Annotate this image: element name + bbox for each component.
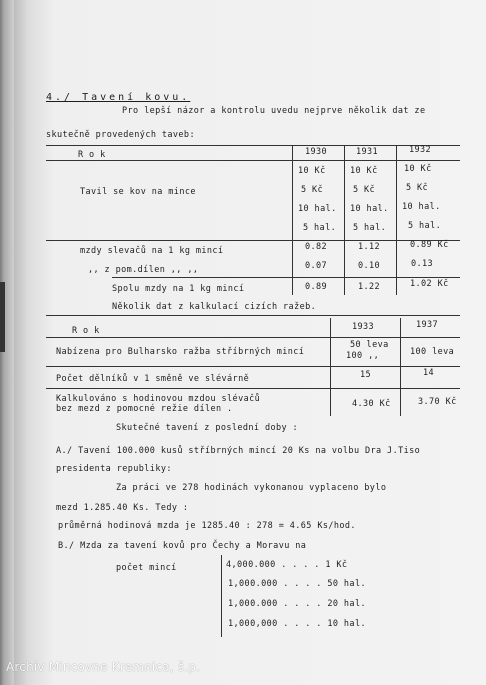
table-1-cell: 5 Kč — [301, 185, 324, 195]
table-2-row-label: Kalkulováno s hodinovou mzdou slévačů — [56, 394, 261, 404]
table-1-cell: 5 hal. — [353, 223, 387, 233]
table-2-cell: 100 ,, — [346, 351, 380, 361]
coin-count-dots: . . . . — [283, 619, 322, 629]
table-2-header-rule — [46, 337, 460, 338]
table-1-year: 1930 — [305, 147, 328, 157]
table-2-row-label-2: bez mezd z pomocné režie dílen . — [56, 404, 233, 414]
table-2-cell: 15 — [360, 370, 372, 380]
table-1-row-label: Tavil se kov na mince — [80, 187, 196, 197]
table-1-wages-rule — [46, 240, 460, 241]
coin-count-row — [228, 579, 366, 589]
table-1-cell: 1.12 — [358, 242, 381, 252]
coin-count-dots: . . . . — [283, 579, 322, 589]
table-1-total-rule — [112, 277, 460, 278]
coin-denomination: 1 Kč — [325, 560, 348, 570]
coin-denomination: 20 hal. — [327, 599, 366, 609]
table-1-year: 1931 — [356, 147, 379, 157]
coin-count-divider — [221, 555, 222, 637]
table-2-top-rule — [46, 315, 460, 316]
table-2-row-label: Počet dělníků v 1 směně ve slévárně — [56, 374, 250, 384]
table-1-cell: 5 Kč — [406, 183, 429, 193]
table-1-cell: 0.82 — [305, 242, 328, 252]
table-2-cell: 50 leva — [350, 340, 389, 350]
coin-count-dots: . . . . — [283, 599, 322, 609]
table-2-cell: 100 leva — [410, 347, 455, 357]
table-1-col-divider-2 — [344, 145, 345, 295]
binder-mark — [0, 282, 5, 352]
table-1-cell: 0.89 Kč — [410, 240, 449, 250]
table-1-aux-label: ,, z pom.dílen ,, ,, — [88, 265, 199, 275]
table-1-cell: 0.07 — [305, 261, 328, 271]
table-2-cell: 3.70 Kč — [418, 397, 457, 407]
coin-count-value: 1,000.000 — [228, 579, 278, 589]
table-1-cell: 1.02 Kč — [410, 279, 449, 289]
table-1-cell: 10 hal. — [298, 204, 337, 214]
table-1-cell: 1.22 — [358, 282, 381, 292]
table-1-cell: 10 Kč — [298, 166, 326, 176]
table-2-col-label: R o k — [72, 326, 100, 336]
archive-watermark: Archív Mincovne Kremnica, š.p. — [6, 660, 201, 674]
coin-count-row — [226, 560, 347, 570]
table-1-cell: 5 hal. — [303, 223, 337, 233]
table-1-col-label: R o k — [78, 150, 106, 160]
section-a-line-5: průměrná hodinová mzda je 1285.40 : 278 = 4.65 Ks/hod. — [58, 521, 356, 531]
coin-count-value: 4,000.000 — [226, 560, 276, 570]
coin-count-value: 1,000,000 — [228, 619, 278, 629]
coin-count-label: počet mincí — [116, 563, 177, 573]
section-a-line-2: presidenta republiky: — [56, 464, 172, 474]
table-1-cell: 0.89 — [305, 282, 328, 292]
table-2-row-label: Nabízena pro Bulharsko ražba stříbrných mincí — [56, 347, 305, 357]
coin-count-dots: . . . . — [281, 560, 320, 570]
table-1-cell: 10 hal. — [402, 202, 441, 212]
table-1-cell: 5 Kč — [353, 185, 376, 195]
section-a-line-1: A./ Tavení 100.000 kusů stříbrných mincí 20 Ks na volbu Dra J.Tiso — [56, 446, 421, 456]
table-1-year: 1932 — [409, 145, 432, 155]
table-1-col-divider-3 — [396, 145, 397, 295]
coin-count-row — [228, 619, 366, 629]
section-heading: 4./ Tavení kovu. — [46, 92, 191, 103]
table-1-cell: 0.13 — [411, 259, 434, 269]
table-2-row-rule — [46, 388, 460, 389]
table-1-wages-label: mzdy slevačů na 1 kg mincí — [80, 246, 224, 256]
foreign-intro: Několik dat z kalkulací cizích ražeb. — [112, 302, 317, 312]
table-1-cell: 5 hal. — [408, 221, 442, 231]
table-1-top-rule — [46, 145, 460, 146]
table-1-cell: 10 hal. — [350, 204, 389, 214]
table-2-cell: 4.30 Kč — [352, 399, 391, 409]
coin-count-value: 1,000.000 — [228, 599, 278, 609]
table-2-cell: 14 — [423, 368, 435, 378]
table-2-col-divider-2 — [400, 318, 401, 416]
table-1-total-label: Spolu mzdy na 1 kg mincí — [112, 284, 245, 294]
table-1-cell: 10 Kč — [404, 164, 432, 174]
table-1-header-rule — [46, 160, 460, 161]
recent-heading: Skutečné tavení z poslední doby : — [116, 423, 299, 433]
table-2-row-rule — [46, 366, 460, 367]
section-b-line-1: B./ Mzda za tavení kovů pro Čechy a Moravu na — [58, 541, 307, 551]
table-1-cell: 0.10 — [358, 261, 381, 271]
coin-denomination: 50 hal. — [327, 579, 366, 589]
table-2-col-divider-1 — [330, 318, 331, 416]
table-1-cell: 10 Kč — [350, 166, 378, 176]
table-2-year: 1937 — [416, 320, 439, 330]
table-1-col-divider-1 — [292, 145, 293, 295]
section-a-line-3: Za práci ve 278 hodinách vykonanou vyplaceno bylo — [116, 483, 387, 493]
coin-denomination: 10 hal. — [327, 619, 366, 629]
intro-line-1: Pro lepší názor a kontrolu uvedu nejprve několik dat ze — [122, 106, 426, 116]
section-a-line-4: mezd 1.285.40 Ks. Tedy : — [56, 503, 189, 513]
table-2-year: 1933 — [352, 322, 375, 332]
intro-line-2: skutečně provedených taveb: — [46, 130, 195, 140]
coin-count-row — [228, 599, 366, 609]
